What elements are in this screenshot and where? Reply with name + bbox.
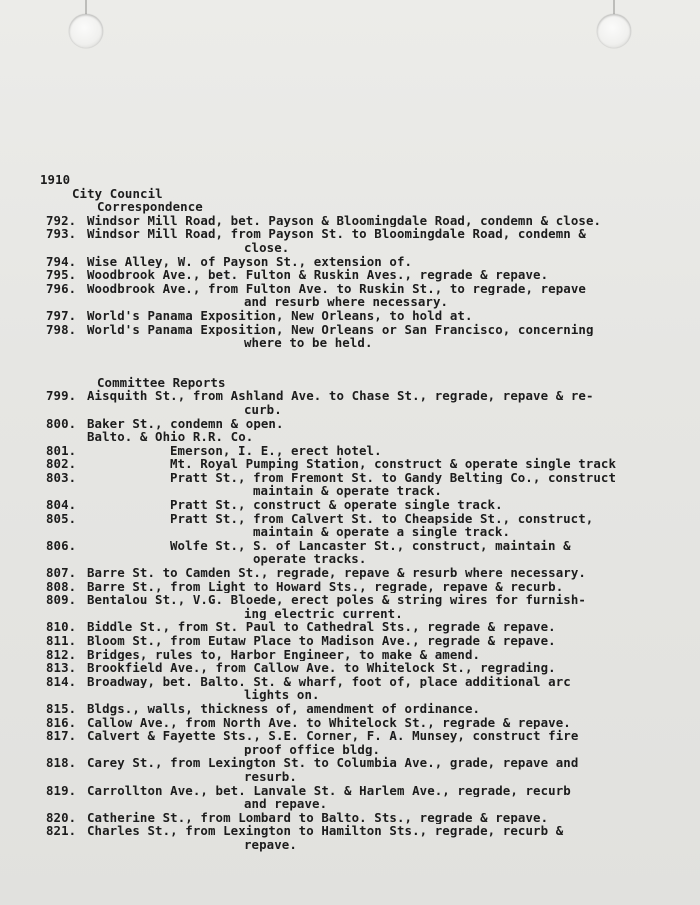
entry-number: 810. [46,619,77,635]
entry-number: 819. [46,782,77,798]
entry-text: repave. [244,837,297,852]
list-item-continuation [0,688,700,702]
list-item-continuation [0,241,700,255]
entry-text: Barre St. to Camden St., regrade, repave & resurb where necessary. [87,566,586,580]
punch-hole-right [597,14,631,48]
entry-text: Brookfield Ave., from Callow Ave. to Whitelock St., regrading. [87,661,556,675]
entry-number: 804. [46,497,77,513]
entry-text: Windsor Mill Road, from Payson St. to Bloomingdale Road, condemn & [87,227,586,241]
entry-text: Mt. Royal Pumping Station, construct & operate single track [170,457,617,471]
list-item-continuation [0,295,700,309]
list-item [0,417,700,431]
entry-text: Broadway, bet. Balto. St. & wharf, foot of, place additional arc [87,674,571,689]
entry-number: 797. [46,307,77,323]
list-item [0,811,700,825]
list-item [0,539,700,553]
entry-text: proof office bldg. [244,742,381,757]
entry-number: 808. [46,578,77,594]
entry-text: Woodbrook Ave., from Fulton Ave. to Ruskin St., to regrade, repave [87,281,586,296]
correspondence-list [0,214,700,350]
list-item [0,620,700,634]
entry-text: Bldgs., walls, thickness of, amendment of ordinance. [87,701,481,716]
entry-number: 814. [46,673,77,689]
typed-index [0,173,700,852]
list-item-continuation [0,525,700,539]
entry-text: operate tracks. [253,552,367,567]
entry-number: 805. [46,510,77,526]
entry-text: Bridges, rules to, Harbor Engineer, to make & amend. [87,647,481,662]
entry-number: 799. [46,388,77,404]
list-item [0,675,700,689]
entry-text: Baker St., condemn & open. [87,416,284,431]
list-item-continuation [0,336,700,350]
list-item [0,824,700,838]
entry-text: Pratt St., from Fremont St. to Gandy Belting Co., construct [170,470,617,485]
entry-text: Wise Alley, W. of Payson St., extension of. [87,254,413,269]
list-item [0,323,700,337]
entry-number: 809. [46,592,77,608]
year-heading: 1910 [40,172,71,187]
entry-number: 816. [46,714,77,730]
list-item [0,444,700,458]
entry-number: 811. [46,633,77,648]
list-item [0,716,700,730]
entry-number: 794. [46,253,77,269]
entry-number: 801. [46,442,77,458]
list-item-continuation [0,607,700,621]
entry-text: Biddle St., from St. Paul to Cathedral Sts., regrade & repave. [87,620,556,634]
committee-reports-list [0,389,700,851]
list-item [0,255,700,269]
entry-text: maintain & operate track. [253,484,442,499]
entry-number: 795. [46,267,77,283]
entry-text: World's Panama Exposition, New Orleans, to hold at. [87,308,473,323]
entry-text: Windsor Mill Road, bet. Payson & Bloomingdale Road, condemn & close. [87,213,602,228]
list-item [0,309,700,323]
entry-text: Balto. & Ohio R.R. Co. [87,430,254,444]
entry-text: World's Panama Exposition, New Orleans or San Francisco, concerning [87,322,594,337]
entry-text: Pratt St., from Calvert St. to Cheapside St., construct, [170,511,594,526]
entry-number: 800. [46,415,77,431]
entry-number: 793. [46,226,77,242]
list-item-continuation [0,403,700,417]
list-item [0,756,700,770]
list-item [0,729,700,743]
entry-text: Pratt St., construct & operate single track. [170,498,503,512]
list-item [0,268,700,282]
entry-number: 806. [46,537,77,553]
section-heading: City Council [72,185,163,201]
list-item [0,471,700,485]
list-item-continuation [0,770,700,784]
list-item [0,389,700,403]
entry-number: 817. [46,728,77,744]
entry-text: where to be held. [244,336,373,350]
list-item [0,634,700,648]
entry-number: 821. [46,823,77,839]
entry-number: 818. [46,755,77,771]
entry-number: 807. [46,565,77,581]
entry-text: ing electric current. [244,606,403,621]
list-item [0,580,700,594]
punch-hole-left [69,14,103,48]
list-item [0,702,700,716]
list-item-continuation [0,484,700,498]
entry-number: 813. [46,660,77,676]
entry-number: 812. [46,646,77,662]
entry-text: Wolfe St., S. of Lancaster St., construct, maintain & [170,538,571,553]
entry-text: maintain & operate a single track. [253,525,511,539]
list-item-continuation [0,797,700,811]
entry-text: and resurb where necessary. [244,295,449,309]
entry-text: Carrollton Ave., bet. Lanvale St. & Harlem Ave., regrade, recurb [87,783,571,798]
list-item [0,566,700,580]
entry-text: Catherine St., from Lombard to Balto. Sts., regrade & repave. [87,810,549,825]
list-item-continuation [0,838,700,852]
list-item [0,784,700,798]
list-item [0,214,700,228]
entry-text: Bloom St., from Eutaw Place to Madison Ave., regrade & repave. [87,634,556,648]
entry-text: Barre St., from Light to Howard Sts., regrade, repave & recurb. [87,579,564,594]
entry-text: close. [244,240,290,255]
list-item [0,512,700,526]
entry-text: curb. [244,402,282,417]
entry-number: 803. [46,469,77,485]
list-item [0,661,700,675]
list-item [0,282,700,296]
entry-text: and repave. [244,797,328,811]
entry-text: Charles St., from Lexington to Hamilton Sts., regrade, recurb & [87,824,564,838]
subsection-heading-committee-reports: Committee Reports [97,374,226,390]
list-item [0,593,700,607]
entry-text: Callow Ave., from North Ave. to Whitelock St., regrade & repave. [87,715,571,730]
entry-text: Calvert & Fayette Sts., S.E. Corner, F. A. Munsey, construct fire [87,729,579,743]
entry-number: 820. [46,809,77,825]
entry-text: resurb. [244,769,297,784]
list-item-continuation [0,743,700,757]
entry-text: Aisquith St., from Ashland Ave. to Chase St., regrade, repave & re- [87,389,594,403]
list-item [0,457,700,471]
entry-number: 815. [46,700,77,716]
entry-number: 796. [46,280,77,296]
list-item [0,498,700,512]
entry-text: Emerson, I. E., erect hotel. [170,443,382,458]
entry-text: Bentalou St., V.G. Bloede, erect poles & string wires for furnish- [87,593,586,607]
entry-text: lights on. [244,688,320,702]
list-item [0,227,700,241]
list-item-continuation [0,552,700,566]
subsection-heading-correspondence: Correspondence [97,199,203,215]
entry-number: 792. [46,212,77,228]
entry-text: Carey St., from Lexington St. to Columbia Ave., grade, repave and [87,756,579,770]
entry-number: 798. [46,321,77,337]
entry-number: 802. [46,456,77,472]
list-item [0,430,700,444]
list-item [0,648,700,662]
entry-text: Woodbrook Ave., bet. Fulton & Ruskin Aves., regrade & repave. [87,268,549,282]
